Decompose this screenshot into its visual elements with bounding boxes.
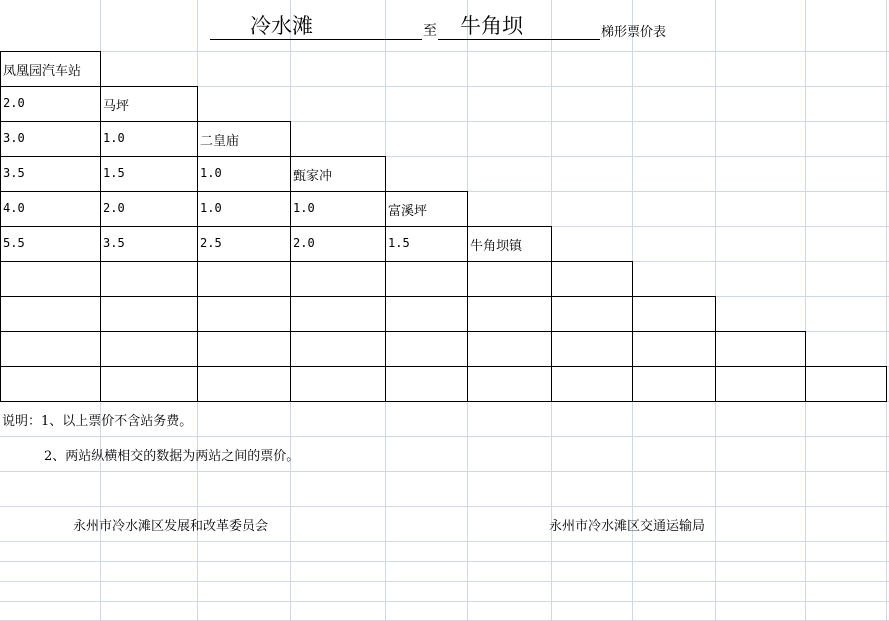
empty-cell[interactable] [197,331,291,367]
empty-cell[interactable] [0,296,101,332]
signature-left: 永州市冷水滩区发展和改革委员会 [73,519,269,534]
station-cell[interactable]: 富溪坪 [385,191,468,227]
empty-cell[interactable] [290,261,386,297]
fare-cell[interactable]: 1.0 [197,156,291,192]
fare-cell[interactable]: 3.5 [100,226,198,262]
fare-cell[interactable]: 2.0 [0,86,101,122]
empty-cell[interactable] [197,261,291,297]
title-to-word: 至 [423,23,437,39]
empty-cell[interactable] [632,331,716,367]
gridline [0,601,889,602]
station-cell[interactable]: 马坪 [100,86,198,122]
empty-cell[interactable] [551,366,633,402]
title-from-station[interactable]: 冷水滩 [210,10,422,40]
fare-cell[interactable]: 2.5 [197,226,291,262]
gridline [805,0,806,621]
empty-cell[interactable] [551,331,633,367]
empty-cell[interactable] [551,261,633,297]
empty-cell[interactable] [805,366,887,402]
empty-cell[interactable] [467,366,552,402]
empty-cell[interactable] [551,296,633,332]
fare-cell[interactable]: 4.0 [0,191,101,227]
fare-cell[interactable]: 1.5 [385,226,468,262]
gridline [0,541,889,542]
gridline [0,581,889,582]
gridline [0,506,889,507]
table-title [0,6,889,46]
empty-cell[interactable] [385,366,468,402]
empty-cell[interactable] [290,296,386,332]
note-line-1: 说明：1、以上票价不含站务费。 [2,414,193,429]
empty-cell[interactable] [290,331,386,367]
station-cell[interactable]: 二皇庙 [197,121,291,157]
empty-cell[interactable] [100,366,198,402]
empty-cell[interactable] [632,296,716,332]
title-suffix: 梯形票价表 [601,25,667,40]
empty-cell[interactable] [100,296,198,332]
note-line-2: 2、两站纵横相交的数据为两站之间的票价。 [44,449,300,464]
empty-cell[interactable] [100,331,198,367]
gridline [886,0,887,621]
fare-cell[interactable]: 1.0 [290,191,386,227]
empty-cell[interactable] [0,331,101,367]
empty-cell[interactable] [197,366,291,402]
empty-cell[interactable] [100,261,198,297]
signature-right: 永州市冷水滩区交通运输局 [549,519,706,534]
empty-cell[interactable] [0,366,101,402]
gridline [0,51,889,52]
fare-cell[interactable]: 1.5 [100,156,198,192]
title-to-station[interactable]: 牛角坝 [438,10,600,40]
gridline [0,561,889,562]
empty-cell[interactable] [467,331,552,367]
empty-cell[interactable] [715,366,806,402]
empty-cell[interactable] [715,331,806,367]
gridline [0,436,889,437]
fare-cell[interactable]: 1.0 [100,121,198,157]
empty-cell[interactable] [385,261,468,297]
empty-cell[interactable] [632,366,716,402]
fare-cell[interactable]: 5.5 [0,226,101,262]
station-cell[interactable]: 凤凰园汽车站 [0,51,101,87]
station-cell[interactable]: 甄家冲 [290,156,386,192]
empty-cell[interactable] [197,296,291,332]
empty-cell[interactable] [290,366,386,402]
fare-cell[interactable]: 1.0 [197,191,291,227]
empty-cell[interactable] [385,331,468,367]
fare-cell[interactable]: 3.0 [0,121,101,157]
empty-cell[interactable] [385,296,468,332]
fare-cell[interactable]: 3.5 [0,156,101,192]
empty-cell[interactable] [467,261,552,297]
gridline [0,471,889,472]
fare-cell[interactable]: 2.0 [290,226,386,262]
fare-cell[interactable]: 2.0 [100,191,198,227]
empty-cell[interactable] [467,296,552,332]
empty-cell[interactable] [0,261,101,297]
station-cell[interactable]: 牛角坝镇 [467,226,552,262]
